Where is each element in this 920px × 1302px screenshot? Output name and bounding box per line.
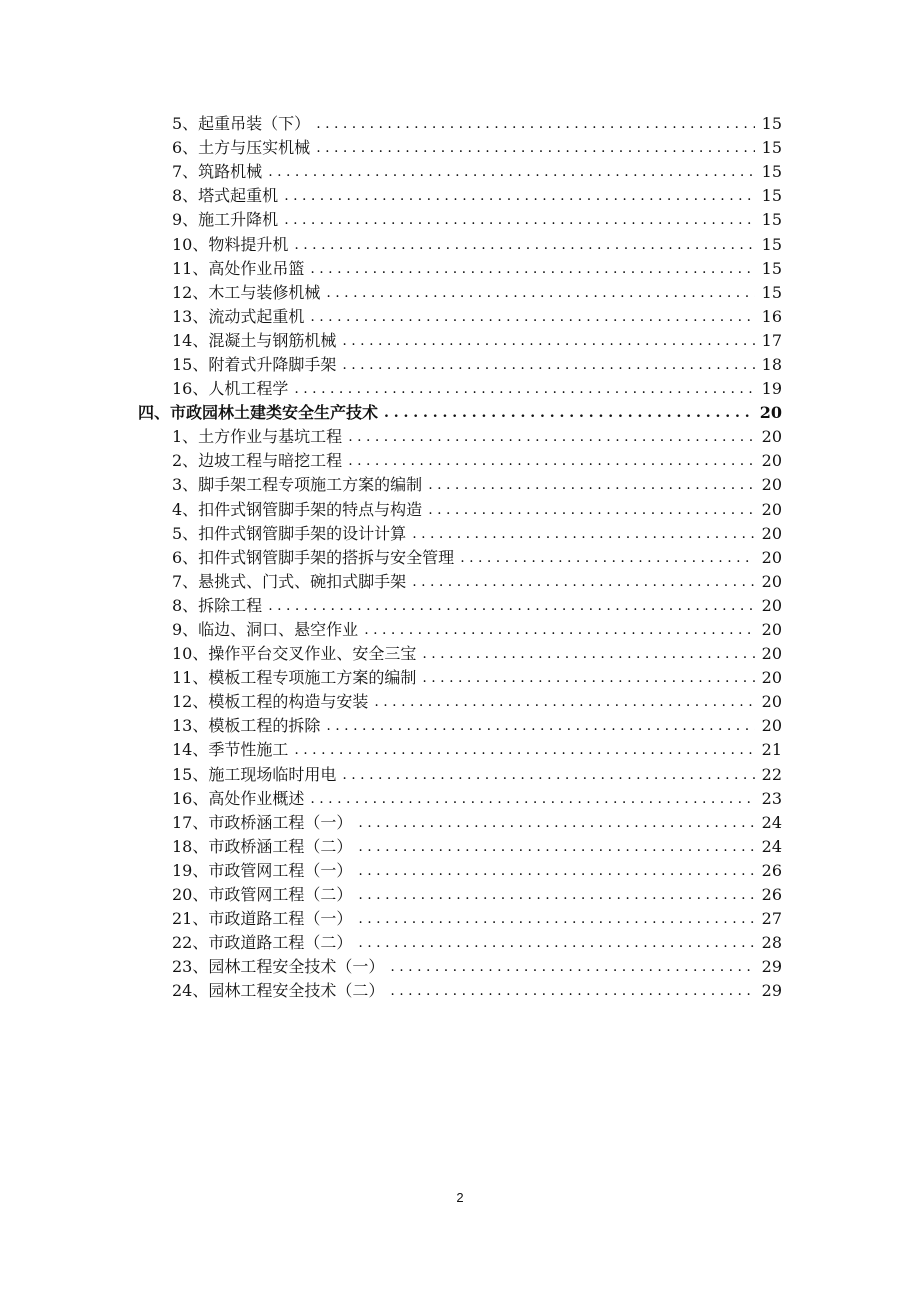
toc-leader-dots: [294, 377, 755, 401]
toc-entry[interactable]: [0, 546, 920, 570]
toc-entry-page: 20: [761, 547, 782, 567]
toc-entry[interactable]: [0, 257, 920, 281]
toc-entry[interactable]: [0, 425, 920, 449]
toc-entry-title: 21、市政道路工程（一）: [172, 909, 353, 929]
toc-entry-page: 20: [761, 620, 782, 640]
toc-leader-dots: [364, 618, 755, 642]
toc-entry-title: 1、土方作业与基坑工程: [172, 427, 343, 447]
toc-entry-page: 15: [761, 162, 782, 182]
toc-entry-title: 2、边坡工程与暗挖工程: [172, 451, 343, 471]
toc-entry-page: 20: [761, 716, 782, 736]
toc-entry[interactable]: [0, 883, 920, 907]
toc-entry-page: 29: [761, 981, 782, 1001]
toc-leader-dots: [342, 353, 755, 377]
toc-entry[interactable]: [0, 618, 920, 642]
toc-leader-dots: [358, 835, 755, 859]
toc-entry-page: 15: [761, 234, 782, 254]
toc-leader-dots: [390, 955, 755, 979]
toc-leader-dots: [428, 473, 755, 497]
toc-leader-dots: [348, 449, 755, 473]
toc-entry-title: 7、悬挑式、门式、碗扣式脚手架: [172, 571, 407, 591]
toc-entry-page: 20: [761, 475, 782, 495]
toc-entry-title: 22、市政道路工程（二）: [172, 933, 353, 953]
toc-entry[interactable]: [0, 594, 920, 618]
toc-entry-title: 10、操作平台交叉作业、安全三宝: [172, 644, 417, 664]
toc-leader-dots: [268, 594, 755, 618]
toc-entry-title: 3、脚手架工程专项施工方案的编制: [172, 475, 423, 495]
toc-entry-title: 17、市政桥涵工程（一）: [172, 812, 353, 832]
toc-entry[interactable]: [0, 160, 920, 184]
toc-entry-title: 5、起重吊装（下）: [172, 114, 311, 134]
toc-leader-dots: [412, 522, 755, 546]
toc-leader-dots: [422, 666, 755, 690]
toc-entry[interactable]: [0, 112, 920, 136]
toc-entry-title: 6、扣件式钢管脚手架的搭拆与安全管理: [172, 547, 455, 567]
toc-entry-page: 22: [761, 764, 782, 784]
toc-entry-title: 10、物料提升机: [172, 234, 289, 254]
toc-entry-title: 6、土方与压实机械: [172, 138, 311, 158]
toc-entry[interactable]: [0, 353, 920, 377]
toc-entry-page: 20: [761, 644, 782, 664]
toc-entry-page: 20: [761, 571, 782, 591]
toc-entry[interactable]: [0, 522, 920, 546]
toc-entry-title: 13、流动式起重机: [172, 306, 305, 326]
toc-leader-dots: [342, 329, 755, 353]
toc-entry-page: 24: [761, 812, 782, 832]
toc-section-heading[interactable]: [0, 401, 920, 425]
toc-leader-dots: [422, 642, 755, 666]
toc-leader-dots: [348, 425, 755, 449]
toc-entry[interactable]: [0, 329, 920, 353]
toc-entry-page: 26: [761, 885, 782, 905]
toc-entry-page: 20: [761, 451, 782, 471]
toc-entry-title: 11、模板工程专项施工方案的编制: [172, 668, 417, 688]
table-of-contents: [0, 112, 920, 1003]
toc-entry[interactable]: [0, 184, 920, 208]
toc-entry-page: 21: [761, 740, 782, 760]
toc-leader-dots: [390, 979, 755, 1003]
toc-entry-page: 15: [761, 210, 782, 230]
toc-entry-title: 16、高处作业概述: [172, 788, 305, 808]
toc-entry-page: 19: [761, 379, 782, 399]
toc-entry[interactable]: [0, 738, 920, 762]
toc-entry-title: 15、施工现场临时用电: [172, 764, 337, 784]
toc-leader-dots: [412, 570, 755, 594]
toc-entry-page: 23: [761, 788, 782, 808]
toc-entry-page: 24: [761, 836, 782, 856]
toc-leader-dots: [268, 160, 755, 184]
toc-entry-page: 15: [761, 114, 782, 134]
toc-entry-title: 4、扣件式钢管脚手架的特点与构造: [172, 499, 423, 519]
toc-entry-page: 27: [761, 909, 782, 929]
toc-leader-dots: [284, 208, 755, 232]
toc-entry-title: 12、木工与装修机械: [172, 282, 321, 302]
toc-entry[interactable]: [0, 449, 920, 473]
toc-entry-page: 15: [761, 258, 782, 278]
toc-entry[interactable]: [0, 377, 920, 401]
toc-entry[interactable]: [0, 859, 920, 883]
toc-entry-title: 7、筑路机械: [172, 162, 263, 182]
toc-entry-title: 24、园林工程安全技术（二）: [172, 981, 385, 1001]
toc-entry[interactable]: [0, 208, 920, 232]
toc-entry-page: 17: [761, 330, 782, 350]
toc-leader-dots: [384, 401, 755, 425]
toc-leader-dots: [428, 498, 755, 522]
toc-entry-title: 20、市政管网工程（二）: [172, 885, 353, 905]
page-number: 2: [456, 1190, 464, 1205]
toc-leader-dots: [358, 811, 755, 835]
toc-entry[interactable]: [0, 473, 920, 497]
toc-entry[interactable]: [0, 305, 920, 329]
toc-leader-dots: [358, 931, 755, 955]
toc-entry-page: 15: [761, 186, 782, 206]
toc-entry-title: 9、施工升降机: [172, 210, 279, 230]
toc-entry[interactable]: [0, 955, 920, 979]
toc-entry-page: 16: [761, 306, 782, 326]
toc-entry[interactable]: [0, 690, 920, 714]
toc-entry-page: 15: [761, 138, 782, 158]
toc-leader-dots: [358, 883, 755, 907]
toc-entry[interactable]: [0, 232, 920, 256]
toc-leader-dots: [310, 787, 755, 811]
toc-entry-title: 18、市政桥涵工程（二）: [172, 836, 353, 856]
toc-entry-title: 14、混凝土与钢筋机械: [172, 330, 337, 350]
toc-entry-page: 26: [761, 860, 782, 880]
toc-entry-page: 29: [761, 957, 782, 977]
toc-entry-title: 9、临边、洞口、悬空作业: [172, 620, 359, 640]
toc-entry[interactable]: [0, 787, 920, 811]
toc-entry-page: 20: [761, 668, 782, 688]
toc-leader-dots: [294, 233, 755, 257]
toc-leader-dots: [310, 257, 755, 281]
toc-entry-page: 20: [761, 499, 782, 519]
toc-entry-title: 8、塔式起重机: [172, 186, 279, 206]
toc-entry-title: 13、模板工程的拆除: [172, 716, 321, 736]
toc-leader-dots: [326, 714, 755, 738]
toc-entry[interactable]: [0, 714, 920, 738]
toc-leader-dots: [294, 738, 755, 762]
toc-entry-title: 16、人机工程学: [172, 379, 289, 399]
toc-entry[interactable]: [0, 666, 920, 690]
toc-entry[interactable]: [0, 931, 920, 955]
toc-entry[interactable]: [0, 835, 920, 859]
toc-entry-title: 11、高处作业吊篮: [172, 258, 305, 278]
toc-entry[interactable]: [0, 763, 920, 787]
toc-leader-dots: [310, 305, 755, 329]
toc-entry-page: 18: [761, 354, 782, 374]
toc-entry-page: 20: [761, 595, 782, 615]
toc-entry-title: 23、园林工程安全技术（一）: [172, 957, 385, 977]
toc-leader-dots: [358, 859, 755, 883]
toc-entry[interactable]: [0, 907, 920, 931]
toc-entry-page: 20: [761, 427, 782, 447]
toc-leader-dots: [326, 281, 755, 305]
toc-leader-dots: [284, 184, 755, 208]
toc-entry[interactable]: [0, 570, 920, 594]
toc-entry-title: 19、市政管网工程（一）: [172, 860, 353, 880]
toc-entry[interactable]: [0, 811, 920, 835]
toc-entry-page: 20: [759, 403, 782, 423]
toc-leader-dots: [316, 112, 755, 136]
toc-entry-page: 15: [761, 282, 782, 302]
toc-entry-title: 8、拆除工程: [172, 595, 263, 615]
toc-leader-dots: [460, 546, 755, 570]
toc-entry-page: 20: [761, 523, 782, 543]
toc-entry-title: 5、扣件式钢管脚手架的设计计算: [172, 523, 407, 543]
toc-entry-title: 12、模板工程的构造与安装: [172, 692, 369, 712]
toc-entry-page: 28: [761, 933, 782, 953]
toc-entry[interactable]: [0, 281, 920, 305]
toc-entry-title: 14、季节性施工: [172, 740, 289, 760]
toc-entry[interactable]: [0, 979, 920, 1003]
toc-leader-dots: [358, 907, 755, 931]
toc-entry[interactable]: [0, 642, 920, 666]
toc-leader-dots: [342, 763, 755, 787]
toc-entry-page: 20: [761, 692, 782, 712]
toc-entry[interactable]: [0, 136, 920, 160]
toc-leader-dots: [374, 690, 755, 714]
toc-entry-title: 15、附着式升降脚手架: [172, 354, 337, 374]
toc-entry[interactable]: [0, 498, 920, 522]
toc-entry-title: 四、市政园林土建类安全生产技术: [138, 403, 379, 423]
toc-leader-dots: [316, 136, 755, 160]
